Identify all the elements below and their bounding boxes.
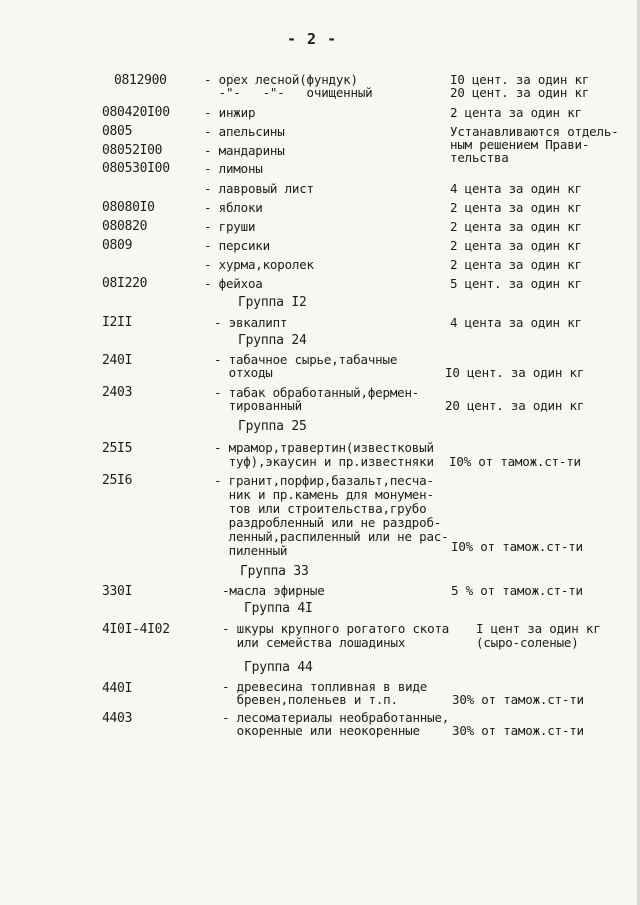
duty-rate: 30% от тамож.ст-ти bbox=[452, 723, 584, 738]
goods-name: - табачное сырье,табачные bbox=[214, 352, 398, 367]
duty-rate: 2 цента за один кг bbox=[450, 105, 582, 120]
duty-rate: I0 цент. за один кг bbox=[445, 365, 585, 380]
tariff-code: 08I220 bbox=[102, 276, 148, 291]
tariff-code: 25I6 bbox=[102, 473, 133, 488]
goods-name: туф),экаусин и пр.известняки bbox=[214, 454, 434, 469]
goods-name: - лимоны bbox=[204, 161, 263, 176]
group-heading: Группа 33 bbox=[240, 564, 309, 579]
goods-name: - лавровый лист bbox=[204, 181, 314, 196]
tariff-code: 08080I0 bbox=[102, 200, 155, 215]
duty-rate: Устанавливаются отдель- bbox=[450, 124, 619, 139]
goods-name: тов или строительства,грубо bbox=[214, 501, 427, 516]
goods-name: или семейства лошадиных bbox=[222, 635, 406, 650]
tariff-code: 4I0I-4I02 bbox=[102, 622, 170, 637]
tariff-code: 4403 bbox=[102, 711, 133, 726]
goods-name: - апельсины bbox=[204, 124, 285, 139]
goods-name: окоренные или неокоренные bbox=[222, 723, 420, 738]
goods-name: - персики bbox=[204, 238, 270, 253]
goods-name: - инжир bbox=[204, 105, 256, 120]
goods-name: ник и пр.камень для монумен- bbox=[214, 487, 434, 502]
duty-rate: I0% от тамож.ст-ти bbox=[449, 454, 581, 469]
goods-name: - эвкалипт bbox=[214, 315, 288, 330]
duty-rate: 30% от тамож.ст-ти bbox=[452, 692, 584, 707]
duty-rate: 2 цента за один кг bbox=[450, 219, 582, 234]
duty-rate: (сыро-соленые) bbox=[476, 635, 579, 650]
tariff-code: 440I bbox=[102, 681, 133, 696]
duty-rate: 5 % от тамож.ст-ти bbox=[451, 583, 583, 598]
duty-rate: 2 цента за один кг bbox=[450, 257, 582, 272]
goods-name: тированный bbox=[214, 398, 302, 413]
duty-rate: 20 цент. за один кг bbox=[450, 85, 590, 100]
tariff-code: 080820 bbox=[102, 219, 148, 234]
duty-rate: 4 цента за один кг bbox=[450, 181, 582, 196]
goods-name: - мрамор,травертин(известковый bbox=[214, 440, 434, 455]
tariff-code: 0812900 bbox=[114, 73, 167, 88]
tariff-code: 080420I00 bbox=[102, 105, 170, 120]
tariff-code: 2403 bbox=[102, 385, 133, 400]
goods-name: раздробленный или не раздроб- bbox=[214, 515, 442, 530]
goods-name: - орех лесной(фундук) bbox=[204, 72, 358, 87]
goods-name: - мандарины bbox=[204, 143, 285, 158]
goods-name: - фейхоа bbox=[204, 276, 263, 291]
duty-rate: I цент за один кг bbox=[476, 621, 601, 636]
tariff-code: 0805 bbox=[102, 124, 133, 139]
goods-name: -масла эфирные bbox=[222, 583, 325, 598]
tariff-code: 08052I00 bbox=[102, 143, 163, 158]
goods-name: - табак обработанный,фермен- bbox=[214, 385, 420, 400]
tariff-code: 0809 bbox=[102, 238, 133, 253]
group-heading: Группа 4I bbox=[244, 601, 313, 616]
tariff-code: 080530I00 bbox=[102, 161, 170, 176]
duty-rate: 5 цент. за один кг bbox=[450, 276, 582, 291]
duty-rate: 2 цента за один кг bbox=[450, 238, 582, 253]
goods-name: - яблоки bbox=[204, 200, 263, 215]
goods-name: отходы bbox=[214, 365, 273, 380]
duty-rate: 4 цента за один кг bbox=[450, 315, 582, 330]
tariff-code: 25I5 bbox=[102, 441, 133, 456]
group-heading: Группа 24 bbox=[238, 333, 307, 348]
duty-rate: 20 цент. за один кг bbox=[445, 398, 585, 413]
tariff-code: I2II bbox=[102, 315, 133, 330]
page-number: - 2 - bbox=[287, 30, 338, 48]
goods-name: - древесина топливная в виде bbox=[222, 679, 428, 694]
goods-name: -"- -"- очищенный bbox=[204, 85, 373, 100]
goods-name: - хурма,королек bbox=[204, 257, 314, 272]
duty-rate: тельства bbox=[450, 150, 509, 165]
goods-name: - шкуры крупного рогатого скота bbox=[222, 621, 450, 636]
group-heading: Группа I2 bbox=[238, 295, 307, 310]
group-heading: Группа 25 bbox=[238, 419, 307, 434]
goods-name: - гранит,порфир,базальт,песча- bbox=[214, 473, 434, 488]
tariff-code: 240I bbox=[102, 353, 133, 368]
goods-name: пиленный bbox=[214, 543, 288, 558]
goods-name: бревен,поленьев и т.п. bbox=[222, 692, 398, 707]
duty-rate: ным решением Прави- bbox=[450, 137, 590, 152]
duty-rate: I0 цент. за один кг bbox=[450, 72, 590, 87]
duty-rate: I0% от тамож.ст-ти bbox=[451, 539, 583, 554]
group-heading: Группа 44 bbox=[244, 660, 313, 675]
goods-name: ленный,распиленный или не рас- bbox=[214, 529, 449, 544]
goods-name: - лесоматериалы необработанные, bbox=[222, 710, 450, 725]
tariff-code: 330I bbox=[102, 584, 133, 599]
goods-name: - груши bbox=[204, 219, 256, 234]
duty-rate: 2 цента за один кг bbox=[450, 200, 582, 215]
